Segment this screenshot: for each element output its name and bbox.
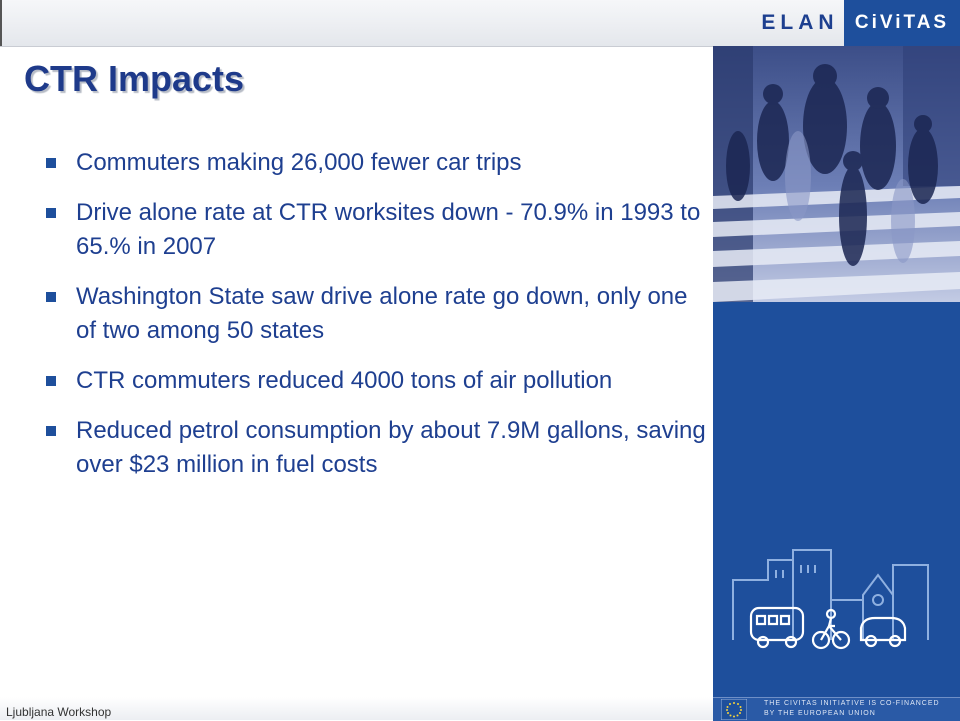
- civitas-logo: CiViTAS: [844, 0, 960, 46]
- square-bullet-icon: [46, 208, 56, 218]
- square-bullet-icon: [46, 376, 56, 386]
- elan-logo: ELAN: [761, 11, 839, 34]
- bullet-item-3: [46, 280, 710, 348]
- eu-flag-icon: [721, 699, 747, 720]
- slide-title: CTR Impacts: [24, 58, 245, 99]
- square-bullet-icon: [46, 426, 56, 436]
- square-bullet-icon: [46, 292, 56, 302]
- bullet-list: [46, 146, 710, 498]
- bullet-item-2: [46, 196, 710, 264]
- bullet-text: Drive alone rate at CTR worksites down - 70.9% in 1993 to 65.% in 2007: [76, 199, 701, 260]
- bullet-text: Reduced petrol consumption by about 7.9M gallons, saving over $23 million in fuel costs: [76, 417, 706, 478]
- bullet-text: CTR commuters reduced 4000 tons of air pollution: [76, 367, 613, 394]
- bullet-item-4: [46, 364, 710, 398]
- bullet-text: Commuters making 26,000 fewer car trips: [76, 149, 522, 176]
- eu-funding-line-2: BY THE EUROPEAN UNION: [764, 710, 876, 717]
- footer-workshop-label: Ljubljana Workshop: [6, 705, 112, 719]
- bullet-text: Washington State saw drive alone rate go down, only one of two among 50 states: [76, 283, 688, 344]
- eu-funding-line-1: THE CIVITAS INITIATIVE IS CO-FINANCED: [764, 700, 940, 707]
- eu-funding-text: [764, 699, 954, 719]
- square-bullet-icon: [46, 158, 56, 168]
- pedestrian-crosswalk-photo: [713, 46, 960, 302]
- bullet-item-1: [46, 146, 710, 180]
- bullet-item-5: [46, 414, 710, 482]
- top-left-divider: [0, 0, 2, 46]
- city-transport-illustration: [713, 540, 960, 680]
